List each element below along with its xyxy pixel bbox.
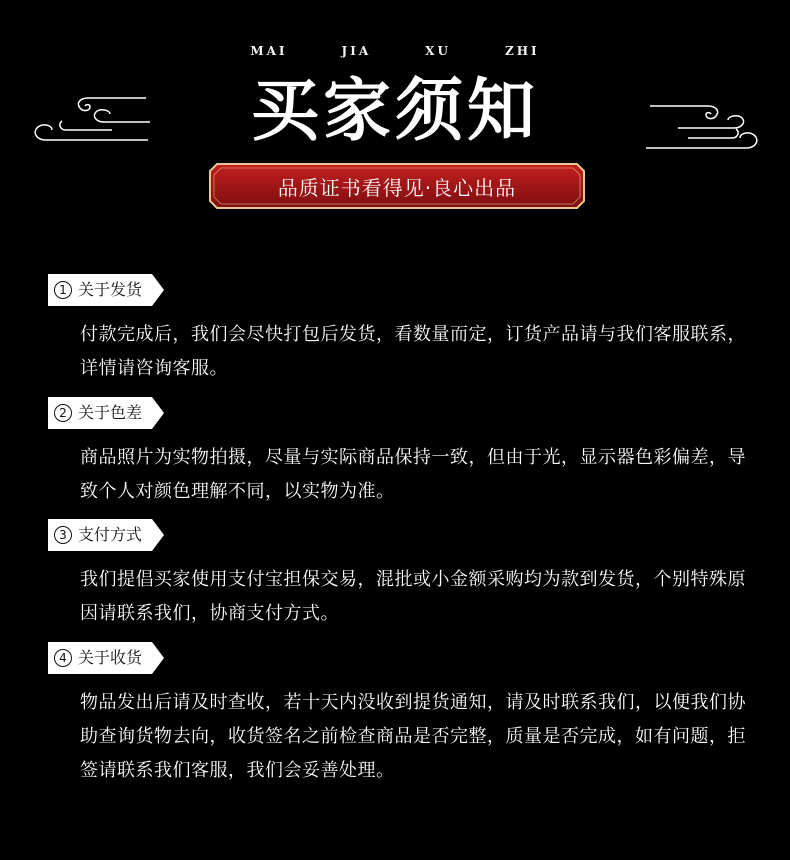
page-title: 买家须知 [250, 71, 539, 151]
banner [209, 163, 585, 209]
banner-text: 品质证书看得见·良心出品 [277, 175, 517, 200]
cloud-left-icon [30, 94, 152, 142]
section-payment [48, 519, 758, 631]
section-text: 我们提倡买家使用支付宝担保交易，混批或小金额采购均为款到发货，个别特殊原因请联系我们，协商支付方式。 [80, 569, 746, 624]
section-label: 关于色差 [78, 403, 143, 422]
circle-number-icon: 4 [54, 649, 72, 667]
section-text: 付款完成后，我们会尽快打包后发货，看数量而定，订货产品请与我们客服联系，详情请咨询客服。 [80, 324, 746, 379]
section-tag [48, 642, 152, 674]
pinyin-mai: MAI [250, 44, 288, 58]
pinyin-jia: JIA [341, 44, 372, 58]
circle-number-icon: 3 [54, 526, 72, 544]
pinyin-row [0, 44, 790, 58]
section-text: 物品发出后请及时查收，若十天内没收到提货通知，请及时联系我们，以便我们协助查询货物去向，收货签名之前检查商品是否完整，质量是否完成，如有问题，拒签请联系我们客服，我们会妥善处理。 [80, 692, 746, 781]
section-shipping [48, 274, 758, 386]
pinyin-xu: XU [425, 44, 451, 58]
section-label: 关于发货 [78, 280, 143, 299]
section-label: 关于收货 [78, 648, 143, 667]
section-tag [48, 397, 152, 429]
section-color-difference [48, 397, 758, 509]
section-label: 支付方式 [78, 525, 143, 544]
section-tag [48, 519, 152, 551]
section-receiving [48, 642, 758, 788]
circle-number-icon: 2 [54, 404, 72, 422]
section-tag [48, 274, 152, 306]
section-text: 商品照片为实物拍摄，尽量与实际商品保持一致，但由于光，显示器色彩偏差，导致个人对颜色理解不同，以实物为准。 [80, 447, 746, 502]
cloud-right-icon [642, 100, 766, 150]
circle-number-icon: 1 [54, 281, 72, 299]
pinyin-zhi: ZHI [504, 44, 540, 58]
